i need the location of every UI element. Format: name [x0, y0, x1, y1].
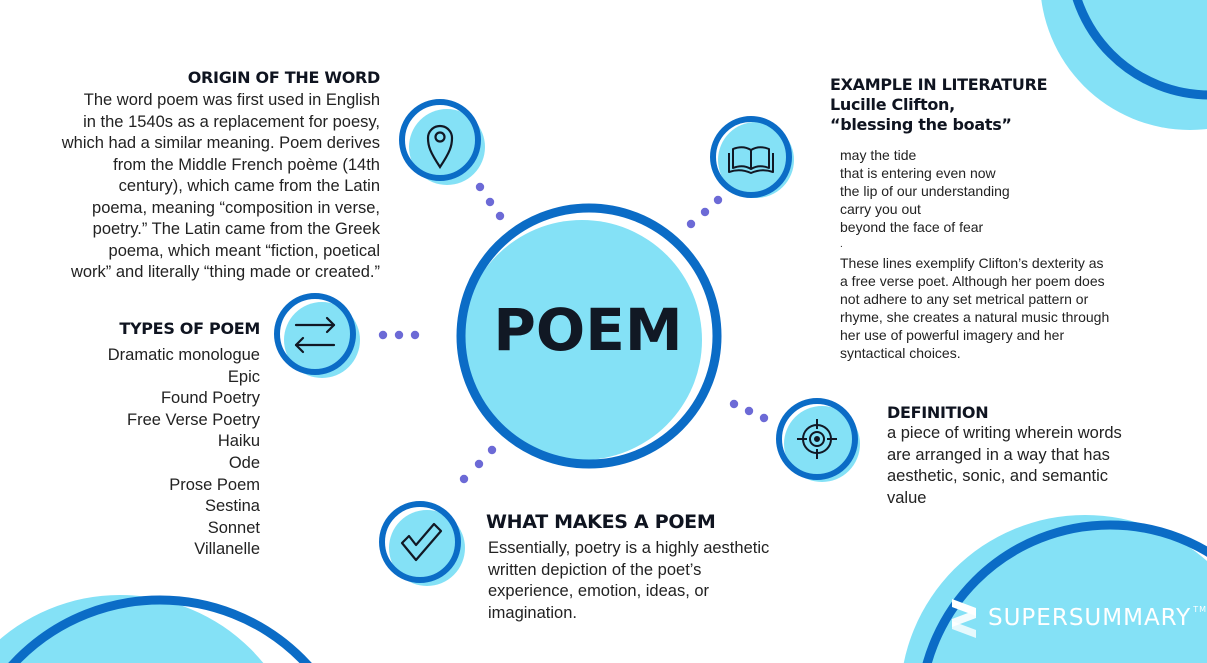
origin-line: The word poem was first used in English — [83, 91, 380, 109]
commentary-line: a free verse poet. Although her poem does — [840, 273, 1105, 289]
definition-line: aesthetic, sonic, and semantic — [887, 467, 1109, 485]
origin-line: in the 1540s as a replacement for poesy, — [83, 112, 380, 131]
types-heading: TYPES OF POEM — [119, 319, 260, 338]
origin-text — [20, 90, 380, 284]
origin-line: from the Middle French poème (14th — [113, 155, 380, 174]
list-item: Free Verse Poetry — [127, 410, 260, 429]
list-item: Sestina — [204, 497, 260, 516]
example-heading — [830, 75, 1130, 135]
poem-line: may the tide — [840, 147, 917, 163]
poem-line: beyond the face of fear — [840, 219, 984, 235]
list-item: Epic — [227, 367, 260, 386]
definition-heading: DEFINITION — [887, 403, 989, 422]
poem-line: that is entering even now — [840, 165, 996, 181]
makes-line: imagination. — [488, 603, 577, 622]
poem-line: . — [840, 239, 843, 250]
brand-name — [988, 605, 1207, 631]
commentary-line: not adhere to any set metrical pattern or — [840, 291, 1089, 307]
commentary-line: These lines exemplify Clifton’s dexterity as — [840, 255, 1104, 271]
makes-text — [488, 538, 828, 624]
brand-name-text: SUPERSUMMARY — [988, 605, 1192, 631]
types-list — [60, 345, 260, 561]
commentary-line: her use of powerful imagery and her — [840, 327, 1065, 343]
makes-line: Essentially, poetry is a highly aesthetic — [488, 539, 770, 557]
commentary-line: syntactical choices. — [840, 345, 961, 361]
list-item: Ode — [228, 453, 260, 472]
list-item: Prose Poem — [169, 475, 260, 494]
list-item: Villanelle — [194, 540, 260, 559]
origin-line: century), which came from the Latin — [118, 177, 380, 195]
brand-tm: TM — [1193, 605, 1207, 614]
poem-line: the lip of our understanding — [840, 183, 1010, 199]
origin-line: poema, which meant “fiction, poetical — [108, 241, 380, 260]
example-commentary — [840, 254, 1170, 362]
definition-line: a piece of writing wherein words — [887, 424, 1122, 442]
origin-line: poetry.” The Latin came from the Greek — [92, 220, 380, 238]
example-author: Lucille Clifton, — [830, 95, 955, 114]
example-poem-title: “blessing the boats” — [830, 115, 1012, 134]
definition-badge — [779, 401, 860, 482]
example-poem — [840, 146, 1160, 254]
brand-logo — [952, 598, 1207, 638]
list-item: Dramatic monologue — [107, 346, 260, 364]
makes-line: experience, emotion, ideas, or — [488, 582, 710, 600]
definition-line: are arranged in a way that has — [887, 445, 1110, 464]
poem-line: carry you out — [840, 201, 921, 217]
list-item: Sonnet — [207, 518, 260, 537]
commentary-line: rhyme, she creates a natural music through — [840, 309, 1110, 325]
list-item: Haiku — [217, 432, 260, 451]
makes-line: written depiction of the poet’s — [488, 560, 702, 579]
list-item: Found Poetry — [160, 389, 260, 408]
origin-line: work” and literally “thing made or created.” — [70, 263, 380, 281]
center-title: POEM — [493, 296, 683, 364]
example-heading-line: EXAMPLE IN LITERATURE — [830, 75, 1048, 94]
origin-badge — [402, 102, 485, 185]
makes-heading: WHAT MAKES A POEM — [486, 511, 716, 533]
definition-text — [887, 423, 1177, 509]
definition-line: value — [887, 488, 927, 507]
origin-heading: ORIGIN OF THE WORD — [187, 68, 380, 87]
example-badge — [713, 119, 794, 198]
origin-line: poema, meaning “composition in verse, — [92, 198, 380, 217]
origin-line: which had a similar meaning. Poem derives — [61, 134, 380, 152]
types-badge — [277, 296, 360, 378]
makes-badge — [382, 504, 465, 586]
